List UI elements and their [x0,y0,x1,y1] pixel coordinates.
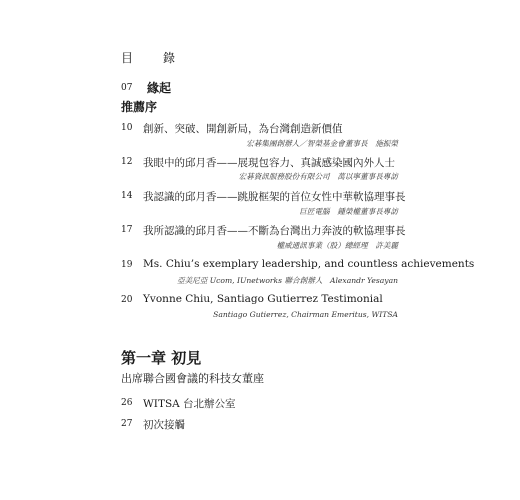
entry-title: 我眼中的邱月香——展現包容力、真誠感染國內外人士 [143,157,395,169]
entry-page-number: 10 [121,123,133,133]
entry-title: 我認識的邱月香——跳脫框架的首位女性中華軟協理事長 [143,191,406,203]
entry-page-number: 17 [121,225,133,235]
entry-attribution: 宏碁資訊服務股份有限公司 萬以寧董事長專訪 [238,172,398,181]
chapter-title: 第一章 初見 [121,349,202,367]
entry-attribution: 宏碁集團創辦人／智榮基金會董事長 施振榮 [246,139,398,148]
entry-title: 我所認識的邱月香——不斷為台灣出力奔波的軟協理事長 [143,225,406,237]
entry-page-number: 12 [121,157,133,167]
entry-attribution: 巨匠電腦 鍾榮權董事長專訪 [299,207,398,216]
entry-page-number: 19 [121,260,133,270]
entry-title: Yvonne Chiu, Santiago Gutierrez Testimonial [143,293,383,305]
intro-page-number: 07 [121,83,133,93]
entry-page-number: 14 [121,191,133,201]
entry-attribution: 亞美尼亞 Ucom, IUnetworks 聯合創辦人 Alexandr Yesayan [176,276,398,285]
chapter-item-page-number: 27 [121,419,133,429]
chapter-item-page-number: 26 [121,398,133,408]
toc-title: 目 錄 [121,51,185,65]
chapter-subtitle: 出席聯合國會議的科技女董座 [121,372,264,385]
entry-title: Ms. Chiu’s exemplary leadership, and countless achievements [143,258,475,270]
entry-page-number: 20 [121,295,133,305]
entry-attribution: 權威通訊事業（股）總經理 許美麗 [276,241,398,250]
intro-title: 緣起 [147,81,172,95]
recommend-heading: 推薦序 [121,100,158,114]
entry-attribution: Santiago Gutierrez, Chairman Emeritus, WITSA [213,310,398,319]
chapter-item-title: WITSA 台北辦公室 [143,398,236,410]
entry-title: 創新、突破、開創新局，為台灣創造新價值 [143,123,343,135]
chapter-item-title: 初次接觸 [143,419,185,431]
